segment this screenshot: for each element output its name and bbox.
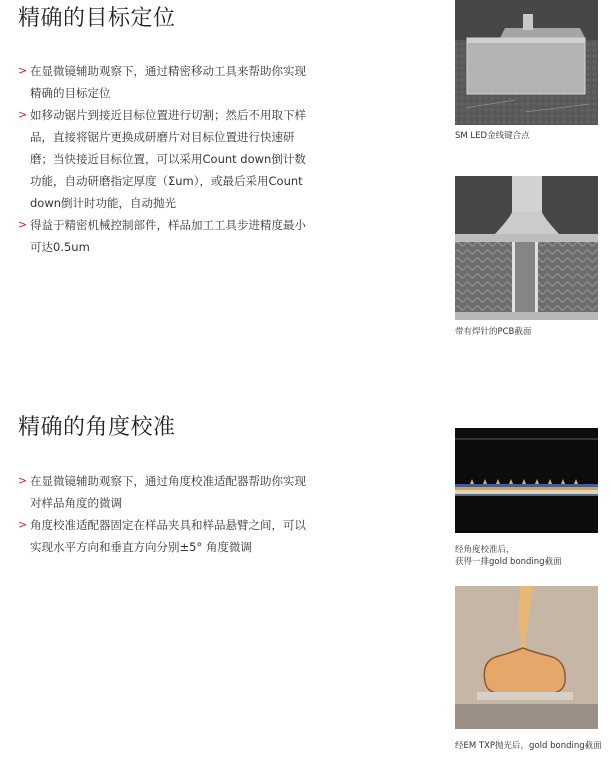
bullet-item: > 在显微镜辅助观察下，通过角度校准适配器帮助你实现对样品角度的微调	[18, 470, 310, 514]
section-heading-angle-calibration: 精确的角度校准	[18, 415, 176, 440]
sem-led-wire-bond-image	[455, 0, 598, 125]
bullet-item: > 得益于精密机械控制部件，样品加工工具步进精度最小可达0.5um	[18, 214, 310, 258]
image-caption: 经EM TXP抛光后，gold bonding截面	[455, 741, 602, 751]
caption-line: 获得一排gold bonding截面	[455, 557, 562, 567]
image-caption: SM LED金线键合点	[455, 131, 530, 141]
section-heading-target-positioning: 精确的目标定位	[18, 6, 176, 31]
gold-bonding-row-image	[455, 428, 598, 533]
image-caption	[455, 544, 562, 568]
caption-line: 经角度校准后，	[455, 545, 515, 555]
bullet-item: > 如移动锯片到接近目标位置进行切割；然后不用取下样品，直接将锯片更换成研磨片对目标位置进行快速研磨；当快接近目标位置，可以采用Count down倒计数功能，自动研磨指定厚度（Σum），或最后采用Count down倒计时功能，自动抛光	[18, 104, 310, 214]
pcb-cross-section-image	[455, 176, 598, 320]
bullet-item: > 角度校准适配器固定在样品夹具和样品悬臂之间，可以实现水平方向和垂直方向分别±5° 角度微调	[18, 514, 310, 558]
bullet-item: > 在显微镜辅助观察下，通过精密移动工具来帮助你实现精确的目标定位	[18, 60, 310, 104]
target-positioning-bullets	[18, 60, 310, 258]
image-caption: 带有焊针的PCB截面	[455, 327, 532, 337]
gold-bonding-polished-image	[455, 586, 598, 729]
angle-calibration-bullets	[18, 470, 310, 558]
